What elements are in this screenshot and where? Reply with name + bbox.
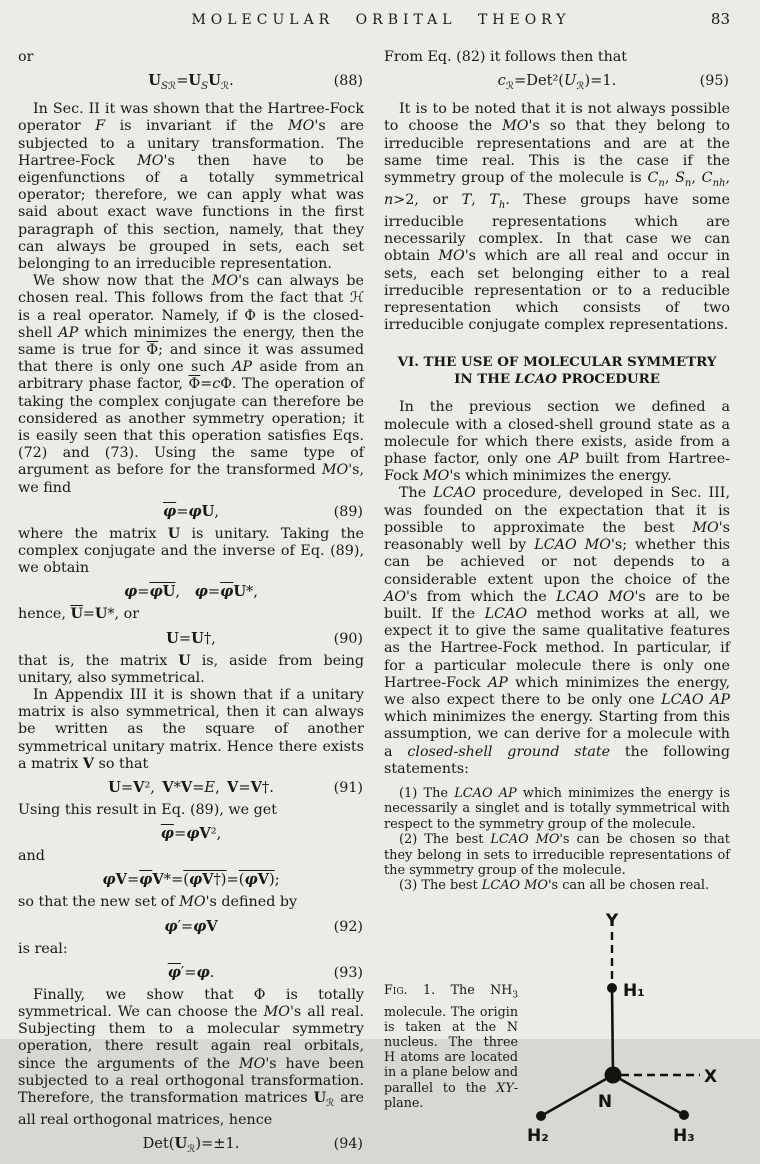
right-column (384, 49, 730, 1164)
list-item: (3) The best LCAO MO's can all be chosen real. (399, 878, 710, 894)
list-item: (2) The best LCAO MO's can be chosen so that they belong in sets to irreducible representations of the symmetry group of the molecule. (384, 832, 730, 878)
paragraph: and (18, 848, 45, 865)
equation-93-body: $\overline{\varphi}'=\varphi$. (167, 963, 215, 981)
section-heading (384, 354, 730, 387)
paragraph: In Sec. II it was shown that the Hartree-Fock operator F is invariant if the MO's are subjected to a unitary transformation. The Hartree-Fock MO's then have to be eigenfunctions of a totally symmetrical operator; therefore, we can apply what was said about exact wave functions in the first paragraph of this section, namely, that they can always be grouped in sets, each set belonging to an irreducible representation. (18, 101, 364, 272)
equation-88-number: (88) (333, 73, 363, 90)
equation-phibar-v2 (18, 824, 364, 843)
paragraph: In Appendix III it is shown that if a unitary matrix is also symmetrical, then it can always be written as the square of another symmetrical unitary matrix. Hence there exists a matrix V so that (18, 687, 364, 772)
equation-93 (18, 963, 364, 982)
equation-92-body: φ′=φV (164, 917, 218, 935)
paragraph: It is to be noted that it is not always possible to choose the MO's so that they belong to irreducible representations and are at the same time real. This is the case if the symmetry group of the molecule is $C_n$, $S_n$, $C_{nh}$, n>2, or T, $T_h$. These groups have some irreducible representations which are necessarily complex. In that case we can obtain MO's which are all real and occur in sets, each set belonging either to a real irreducible representation or to a reducible representation which consists of two irreducible conjugate complex representations. (384, 101, 731, 334)
atom-h3-dot (679, 1110, 689, 1120)
figure-1 (384, 910, 730, 1160)
lead-in-word: or (18, 49, 34, 65)
equation-93-number: (93) (333, 964, 363, 981)
figure-caption: Fig. 1. The $NH_3$ molecule. The origin is taken at the N nucleus. The three H atoms are located in a plane below and parallel to the XY-plane. (384, 981, 518, 1110)
atom-h1-dot (607, 983, 617, 993)
equation-94-body: $Det(U_ℛ)=\pm 1$. (142, 1135, 240, 1156)
h2-label: H₂ (527, 1125, 549, 1146)
paragraph: Using this result in Eq. (89), we get (18, 802, 278, 819)
equation-conjugate (18, 582, 364, 601)
equation-90 (18, 629, 364, 648)
y-axis-label: Y (605, 910, 619, 931)
h3-label: H₃ (673, 1125, 695, 1146)
equation-91-body: U=V², V*V=E, V=V†. (108, 779, 274, 797)
equation-91 (18, 778, 364, 797)
paragraph: is real: (18, 940, 68, 957)
equation-phiv-body: $\varphi V=\overline{\varphi}V*=(\varphi V\dagger)=(\varphi V)$; (102, 871, 280, 889)
equation-91-number: (91) (333, 780, 363, 797)
equation-conjugate-body: $\varphi=\overline{\varphi}\overline{U}$, $\varphi=\overline{\varphi}U*$, (124, 583, 258, 601)
section-heading-line1: VI. THE USE OF MOLECULAR SYMMETRY (397, 354, 717, 371)
left-column (18, 49, 364, 1164)
paragraph: where the matrix U is unitary. Taking the complex conjugate and the inverse of Eq. (89), we obtain (18, 525, 364, 577)
paragraph: In the previous section we defined a molecule with a closed-shell ground state as a molecule for which there exists, aside from a phase factor, only one AP built from Hartree-Fock MO's which minimizes the energy. (384, 399, 730, 485)
section-heading-line2: IN THE LCAO PROCEDURE (454, 370, 660, 387)
statement-list (384, 786, 730, 894)
paragraph: The LCAO procedure, developed in Sec. III, was founded on the expectation that it is possible to approximate the best MO's reasonably well by LCAO MO's; whether this can be achieved or not depends to a considerable extent upon the choice of the AO's from which the LCAO MO's are to be built. If the LCAO method works at all, we expect it to give the same qualitative features as the Hartree-Fock method. In particular, if for a particular molecule there is only one Hartree-Fock AP which minimizes the energy, we also expect there to be only one LCAO AP which minimizes the energy. Starting from this assumption, we can derive for a molecule with a closed-shell ground state the following statements: (384, 485, 731, 777)
equation-89 (18, 502, 364, 521)
equation-phiv (18, 870, 364, 889)
equation-94-number: (94) (333, 1136, 363, 1153)
equation-92-number: (92) (333, 918, 363, 935)
equation-90-number: (90) (333, 630, 363, 647)
h1-label: H₁ (623, 980, 645, 1001)
equation-95-number: (95) (699, 73, 729, 90)
equation-phibar-v2-body: $\overline{\varphi}=\varphi V^2$, (160, 825, 222, 843)
nh3-molecule-diagram (518, 910, 730, 1160)
equation-89-body: $\overline{\varphi}=\varphi U$, (162, 502, 220, 520)
paragraph: that is, the matrix U is, aside from being unitary, also symmetrical. (18, 652, 364, 686)
n-label: N (597, 1091, 613, 1112)
equation-95-body: $c_ℛ=Det^2(U_ℛ)=1$. (497, 72, 617, 93)
equation-88 (18, 71, 364, 96)
atom-h2-dot (536, 1111, 546, 1121)
equation-94 (18, 1134, 364, 1159)
atom-n-dot (605, 1066, 622, 1083)
x-axis-label: X (704, 1066, 718, 1087)
running-head: MOLECULAR ORBITAL THEORY (191, 12, 571, 28)
bond-n-h1 (612, 988, 613, 1075)
equation-92 (18, 917, 364, 936)
paragraph: Finally, we show that Φ is totally symmetrical. We can choose the MO's all real. Subjecting them to a molecular symmetry operation, there result again real orbitals, since the arguments of the MO's have been subjected to a real orthogonal transformation. Therefore, the transformation matrices $U_ℛ$ are all real orthogonal matrices, hence (18, 986, 364, 1129)
equation-88-body: $U_{Sℛ}=U_SU_ℛ$. (148, 72, 234, 93)
paragraph: hence, $\overline{U}=U*$, or (18, 606, 140, 623)
page-number: 83 (710, 10, 730, 28)
bond-n-h3 (613, 1075, 684, 1115)
equation-90-body: U=U†, (166, 629, 216, 647)
list-item: (1) The LCAO AP which minimizes the energy is necessarily a singlet and is totally symmetrical with respect to the symmetry group of the molecule. (384, 785, 731, 832)
paragraph: From Eq. (82) it follows then that (384, 49, 628, 65)
paragraph: We show now that the MO's can always be chosen real. This follows from the fact that ℋ is a real operator. Namely, if Φ is the closed-shell AP which minimizes the energy, then the same is true for $\overline{\Phi}$; and since it was assumed that there is only one such AP aside from an arbitrary phase factor, $\overline{\Phi}=c\Phi$. The operation of taking the complex conjugate can therefore be considered as another symmetry operation; it is easily seen that this operation satisfies Eqs. (72) and (73). Using the same type of argument as before for the transformed MO's, we find (18, 273, 365, 496)
equation-95 (384, 71, 730, 96)
paragraph: so that the new set of MO's defined by (18, 894, 298, 911)
two-column-layout (18, 49, 744, 1164)
equation-89-number: (89) (333, 503, 363, 520)
